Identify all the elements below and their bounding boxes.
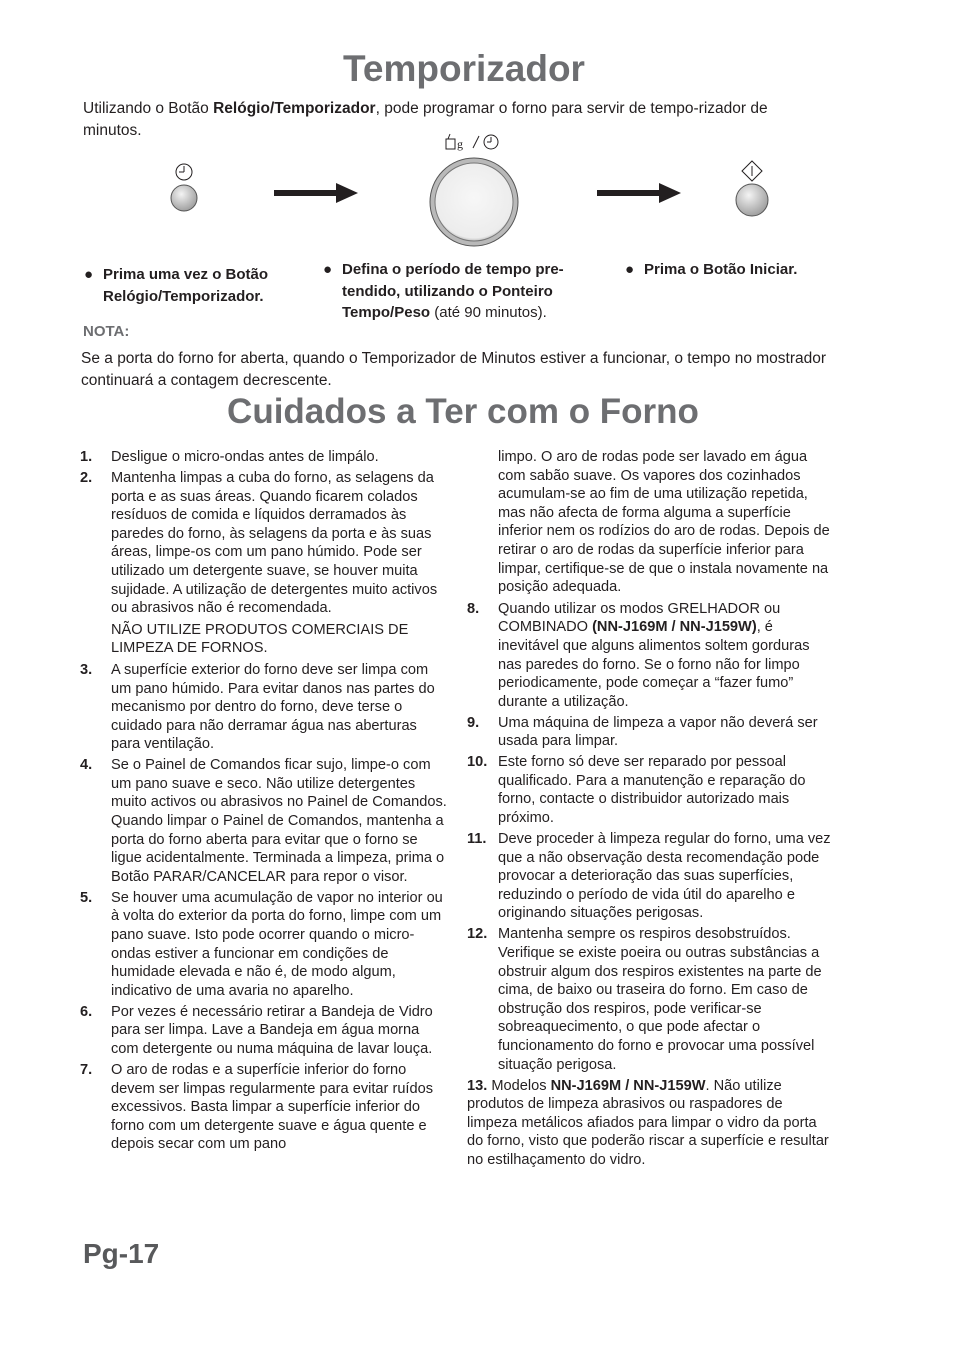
care-column-left — [80, 448, 447, 1156]
page-number: Pg-17 — [83, 1238, 160, 1269]
list-item: 10. Este forno só deve ser reparado por pessoal qualificado. Para a manutenção e reparação do forno, contacte o distribuidor autorizado mais próximo. — [467, 754, 806, 827]
care-column-right — [467, 448, 834, 1172]
arrow-right-icon — [597, 183, 683, 203]
start-icon — [742, 161, 762, 181]
list-item: 11. Deve proceder à limpeza regular do forno, uma vez que a não observação desta recomendação pode provocar a deterioração das suas superfícies, reduzindo o período de vida útil do aparelho e originando situações perigosas. — [467, 831, 831, 922]
timer-intro: Utilizando o Botão Relógio/Temporizador, pode programar o forno para servir de tempo-rizador de minutos. — [83, 100, 768, 139]
list-item: 7. O aro de rodas e a superfície inferior do forno devem ser limpas regularmente para evitar ruídos excessivos. Basta limpar a superfície inferior do forno com um detergente suave e água quente e depois secar com um pano — [80, 1061, 434, 1153]
list-item-continued: limpo. O aro de rodas pode ser lavado em água com sabão suave. Os vapores dos cozinhados acumulam-se ao fim de uma utilização repetida, mas não afecta de forma alguma a superfície inferior nem os rodízios do aro de rodas. Depois de retirar o aro de rodas da superfície inferior para limpar, certifique-se de que o instala novamente na posição adequada. — [498, 449, 830, 596]
list-item: 13. Modelos NN-J169M / NN-J159W. Não utilize produtos de limpeza abrasivos ou raspadores de limpeza metálicos afiados para limpar o vidro da porta do forno, visto que poderão riscar a superfície e resultar no estilhaçamento do vidro. — [467, 1077, 829, 1168]
timer-step-1: ● Prima uma vez o Botão Relógio/Temporizador. — [84, 266, 269, 305]
clock-timer-button — [166, 158, 206, 218]
weight-icon — [446, 134, 455, 149]
timer-step-2: ● Defina o período de tempo pre-tendido, utilizando o Ponteiro Tempo/Peso (até 90 minutos). — [323, 261, 564, 321]
note-text: Se a porta do forno for aberta, quando o Temporizador de Minutos estiver a funcionar, o tempo no mostrador continuará a contagem decrescente. — [81, 350, 827, 389]
list-item: 2. Mantenha limpas a cuba do forno, as selagens da porta e as suas áreas. Quando ficarem colados resíduos de comida e líquidos derramados às paredes do forno, às selagens da porta e às suas áreas, limpe-os com um pano húmido. Pode ser utilizado um detergente suave, se houver muita sujidade. A utilização de detergentes muito activos ou abrasivos não é recomendada. — [80, 469, 438, 617]
list-item: 4. Se o Painel de Comandos ficar sujo, limpe-o com um pano suave e seco. Não utilize detergentes muito activos ou abrasivos no Painel de Comandos. Quando limpar o Painel de Comandos, mantenha a porta do forno aberta para evitar que o forno se ligue acidentalmente. Terminada a limpeza, prima o Botão PARAR/CANCELAR para repor o visor. — [80, 757, 447, 885]
list-item: 1. Desligue o micro-ondas antes de limpálo. — [80, 449, 379, 465]
timer-step-3: ● Prima o Botão Iniciar. — [625, 261, 798, 278]
list-item: 9. Uma máquina de limpeza a vapor não deverá ser usada para limpar. — [467, 714, 818, 750]
time-weight-dial — [424, 130, 524, 248]
warning-text: NÃO UTILIZE PRODUTOS COMERCIAIS DE LIMPEZA DE FORNOS. — [111, 621, 409, 657]
list-item: 12. Mantenha sempre os respiros desobstruídos. Verifique se existe poeira ou outras substâncias a obstruir algum dos respiros existentes na parte de cima, de baixo ou traseira do forno. Em caso de obstrução dos respiros, pode verificar-se sobreaquecimento, o que pode afectar o funcionamento do forno e provocar uma possível situação perigosa. — [467, 926, 822, 1073]
timer-title: Temporizador — [343, 48, 585, 89]
list-item: 3. A superfície exterior do forno deve ser limpa com um pano húmido. Para evitar danos nas partes do mecanismo por dentro do forno, deve terse o cuidado para não derramar água nas aberturas para ventilação. — [80, 661, 435, 753]
arrow-right-icon — [274, 183, 360, 203]
start-button — [732, 158, 776, 220]
svg-text:g: g — [457, 137, 463, 151]
list-item: 6. Por vezes é necessário retirar a Bandeja de Vidro para ser limpa. Lave a Bandeja em água morna com detergente ou numa máquina de lavar louça. — [80, 1003, 433, 1057]
list-item: 5. Se houver uma acumulação de vapor no interior ou à volta do exterior da porta do forno, limpe com um pano suave. Isto pode ocorrer quando o micro-ondas estiver a funcionar em condições de humidade elevada e não é, de modo algum, indicativo de uma avaria no aparelho. — [80, 889, 443, 999]
list-item: 8. Quando utilizar os modos GRELHADOR ou COMBINADO (NN-J169M / NN-J159W), é inevitável que alguns alimentos soltem gorduras nas paredes do forno. Se o forno não for limpo periodicamente, pode começar a “fazer fumo” durante a utilização. — [467, 600, 810, 710]
note-heading: NOTA: — [83, 323, 130, 340]
care-title: Cuidados a Ter com o Forno — [227, 392, 699, 431]
